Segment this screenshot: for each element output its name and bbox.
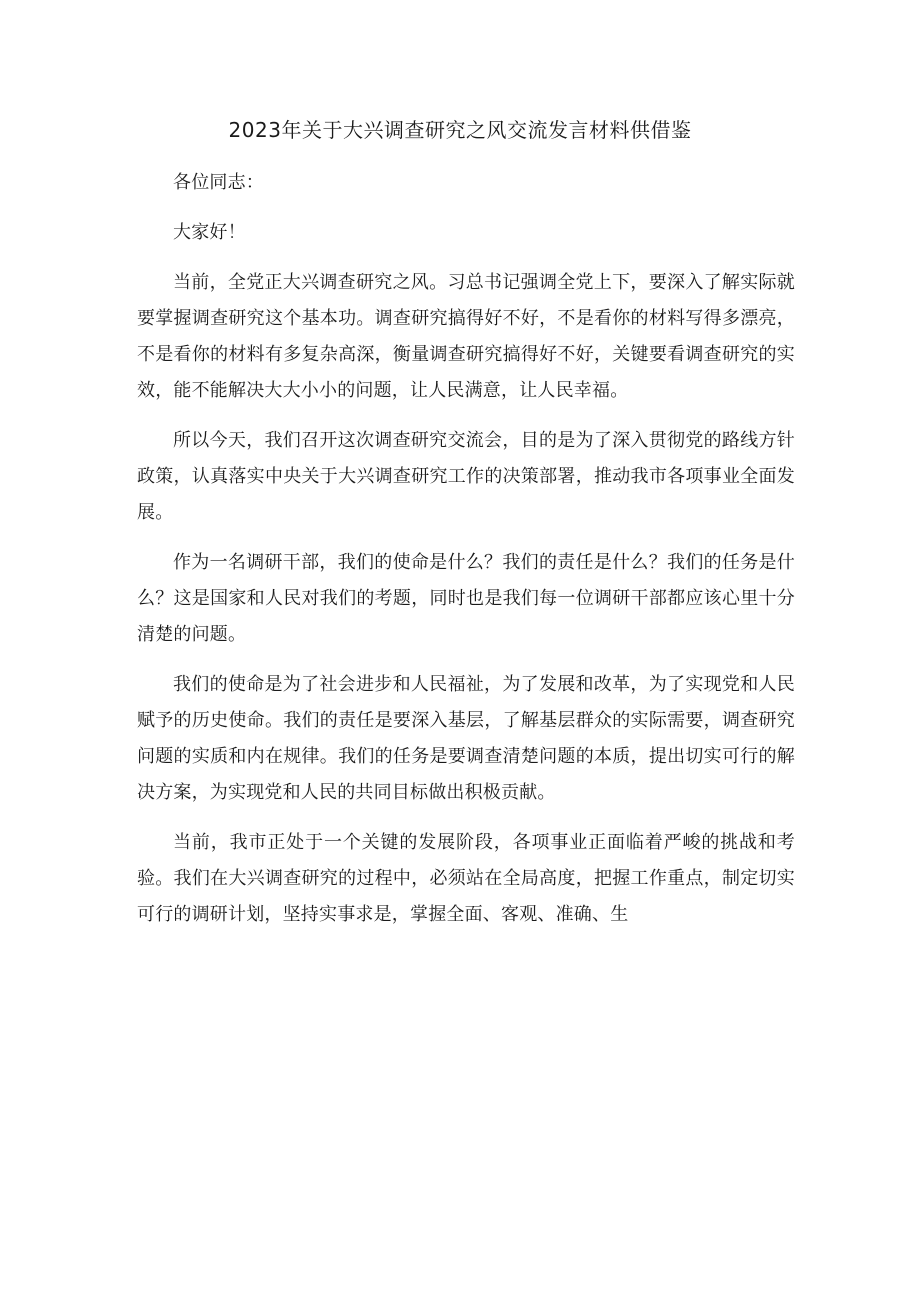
paragraph: 当前，全党正大兴调查研究之风。习总书记强调全党上下，要深入了解实际就要掌握调查研究这个基本功。调查研究搞得好不好，不是看你的材料写得多漂亮，不是看你的材料有多复杂高深，衡量调查研究搞得好不好，关键要看调查研究的实效，能不能解决大大小小的问题，让人民满意，让人民幸福。	[137, 272, 795, 401]
greeting: 大家好！	[173, 222, 246, 243]
document-title: 2023年关于大兴调查研究之风交流发言材料供借鉴	[228, 118, 692, 142]
document-body	[137, 165, 795, 947]
paragraph: 我们的使命是为了社会进步和人民福祉，为了发展和改革，为了实现党和人民赋予的历史使命。我们的责任是要深入基层，了解基层群众的实际需要，调查研究问题的实质和内在规律。我们的任务是要调查清楚问题的本质，提出切实可行的解决方案，为实现党和人民的共同目标做出积极贡献。	[137, 674, 795, 803]
paragraph: 所以今天，我们召开这次调查研究交流会，目的是为了深入贯彻党的路线方针政策，认真落实中央关于大兴调查研究工作的决策部署，推动我市各项事业全面发展。	[137, 430, 795, 523]
paragraph: 作为一名调研干部，我们的使命是什么？我们的责任是什么？我们的任务是什么？这是国家和人民对我们的考题，同时也是我们每一位调研干部都应该心里十分清楚的问题。	[137, 552, 795, 645]
salutation: 各位同志：	[173, 172, 264, 193]
paragraph: 当前，我市正处于一个关键的发展阶段，各项事业正面临着严峻的挑战和考验。我们在大兴调查研究的过程中，必须站在全局高度，把握工作重点，制定切实可行的调研计划，坚持实事求是，掌握全面、客观、准确、生	[137, 832, 795, 925]
